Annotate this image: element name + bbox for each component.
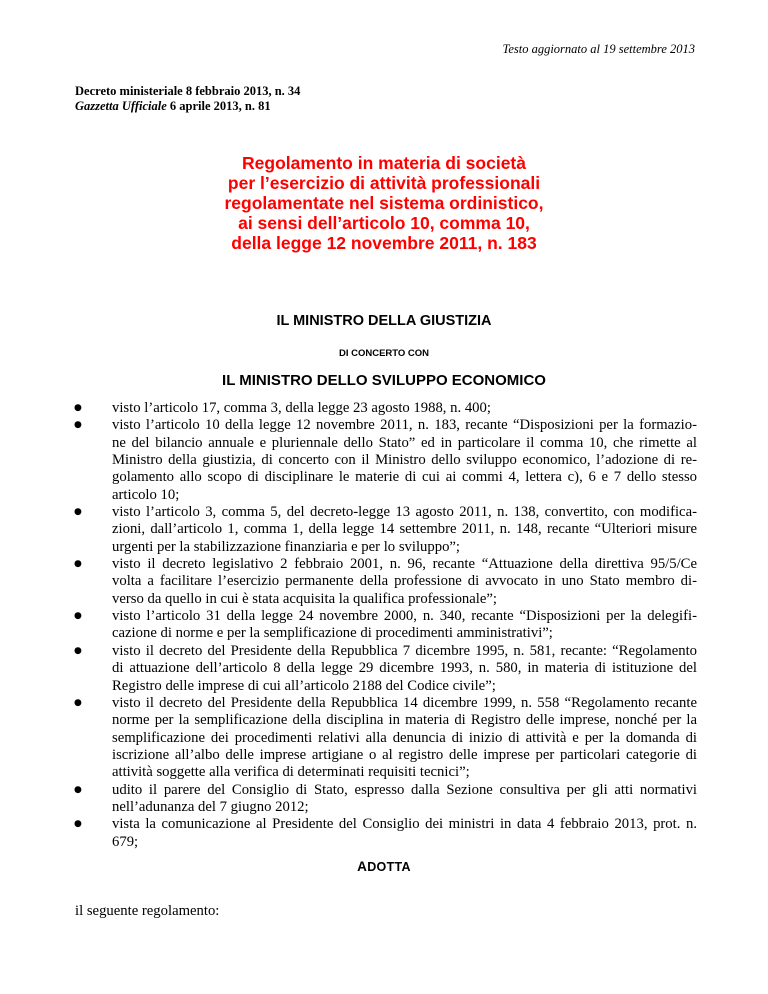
recitals-list	[70, 400, 697, 851]
recital-line: udito il parere del Consiglio di Stato, espresso dalla Sezione consultiva per gli atti normativi	[112, 781, 697, 798]
minister-heading: IL MINISTRO DELLA GIUSTIZIA	[276, 313, 492, 329]
recital-item	[70, 695, 697, 782]
adotta-initial: A	[357, 859, 368, 874]
title-line: ai sensi dell’articolo 10, comma 10,	[238, 213, 530, 233]
bullet-icon: ●	[74, 645, 82, 656]
bullet-icon: ●	[74, 403, 82, 413]
recital-line: zioni, dall’articolo 1, comma 1, della legge 14 settembre 2011, n. 148, recante “Ulteriori misure	[112, 521, 697, 538]
title-line: regolamentate nel sistema ordinistico,	[224, 193, 544, 213]
recital-line: visto il decreto del Presidente della Repubblica 14 dicembre 1999, n. 558 “Regolamento recante	[112, 694, 697, 711]
decree-reference	[75, 84, 300, 114]
recital-line: visto l’articolo 10 della legge 12 novembre 2011, n. 183, recante “Disposizioni per la formazio-	[112, 417, 697, 434]
concerto-heading: DI CONCERTO CON	[338, 348, 430, 359]
title-line: Regolamento in materia di società	[242, 153, 526, 173]
recital-line: cazione di norme e per la semplificazione di procedimenti amministrativi”;	[112, 625, 553, 642]
recital-line: visto il decreto del Presidente della Repubblica 7 dicembre 1995, n. 581, recante: “Regolamento	[112, 642, 697, 659]
document-title	[0, 153, 768, 253]
recital-line: nell’adunanza del 7 giugno 2012;	[112, 798, 309, 815]
recital-line: attività soggette alla verifica di determinati requisiti tecnici”;	[112, 764, 470, 781]
recital-line: golamento allo scopo di disciplinare le materie di cui ai commi 4, lettera c), 6 e 7 dello stesso	[112, 469, 697, 486]
recital-line: visto l’articolo 31 della legge 24 novembre 2000, n. 340, recante “Disposizioni per la delegifi-	[112, 608, 697, 625]
recital-line: verso da quello in cui è stata acquisita la qualifica professionale”;	[112, 590, 497, 607]
recital-line: vista la comunicazione al Presidente del Consiglio dei ministri in data 4 febbraio 2013, prot. n.	[112, 816, 697, 833]
recital-line: visto l’articolo 17, comma 3, della legge 23 agosto 1988, n. 400;	[112, 400, 491, 416]
recital-item	[70, 417, 697, 504]
recital-line: urgenti per la stabilizzazione finanziaria e per lo sviluppo”;	[112, 538, 461, 555]
recital-item	[70, 556, 697, 608]
gazette-line	[75, 99, 300, 114]
title-line: della legge 12 novembre 2011, n. 183	[231, 233, 537, 253]
recital-line: 679;	[112, 833, 139, 850]
bullet-icon: ●	[74, 819, 82, 830]
recital-item	[70, 504, 697, 556]
bullet-icon: ●	[74, 697, 82, 708]
bullet-icon: ●	[74, 507, 82, 518]
recital-item	[70, 643, 697, 695]
gazette-date: 6 aprile 2013, n. 81	[166, 99, 271, 113]
recital-line: volta a facilitare l’esercizio permanente della professione di avvocato in uno Stato membro di-	[112, 573, 697, 590]
recital-item	[70, 400, 697, 417]
bullet-icon: ●	[74, 784, 82, 795]
recital-line: Registro delle imprese di cui all’articolo 2188 del Codice civile”;	[112, 677, 496, 694]
closing-line: il seguente regolamento:	[75, 903, 220, 919]
recital-line: ne del bilancio annuale e pluriennale dello Stato” ed in particolare il comma 10, che rimette al	[112, 434, 697, 451]
recital-line: di attuazione dell’articolo 8 della legge 29 dicembre 1993, n. 580, in materia di istituzione del	[112, 660, 697, 677]
recital-line: articolo 10;	[112, 486, 180, 503]
recital-line: Ministro della giustizia, di concerto con il Ministro dello sviluppo economico, l’adozione di re-	[112, 452, 697, 469]
recital-line: norme per la semplificazione della disciplina in materia di Registro delle imprese, nonché per la	[112, 712, 697, 729]
recital-item	[70, 782, 697, 817]
bullet-icon: ●	[74, 611, 82, 622]
recital-line: iscrizione all’albo delle imprese artigiane o al registro delle imprese per particolari categorie di	[112, 746, 697, 763]
gazette-name: Gazzetta Ufficiale	[75, 99, 167, 113]
bullet-icon: ●	[74, 559, 82, 570]
recital-item	[70, 608, 697, 643]
title-line: per l’esercizio di attività professionali	[227, 173, 541, 193]
bullet-icon: ●	[74, 420, 82, 431]
recital-line: visto l’articolo 3, comma 5, del decreto-legge 13 agosto 2011, n. 138, convertito, con modifica-	[112, 504, 697, 521]
adotta-heading	[0, 859, 768, 874]
recital-line: visto il decreto legislativo 2 febbraio 2001, n. 96, recante “Attuazione della direttiva 95/5/Ce	[112, 556, 697, 573]
recital-item	[70, 816, 697, 851]
adotta-rest: DOTTA	[367, 860, 411, 874]
minister2-heading: IL MINISTRO DELLO SVILUPPO ECONOMICO	[222, 372, 546, 389]
recital-line: semplificazione dei procedimenti relativi alla denuncia di inizio di attività e per la domanda di	[112, 729, 697, 746]
decree-line: Decreto ministeriale 8 febbraio 2013, n. 34	[75, 84, 301, 98]
updated-note: Testo aggiornato al 19 settembre 2013	[502, 42, 695, 56]
